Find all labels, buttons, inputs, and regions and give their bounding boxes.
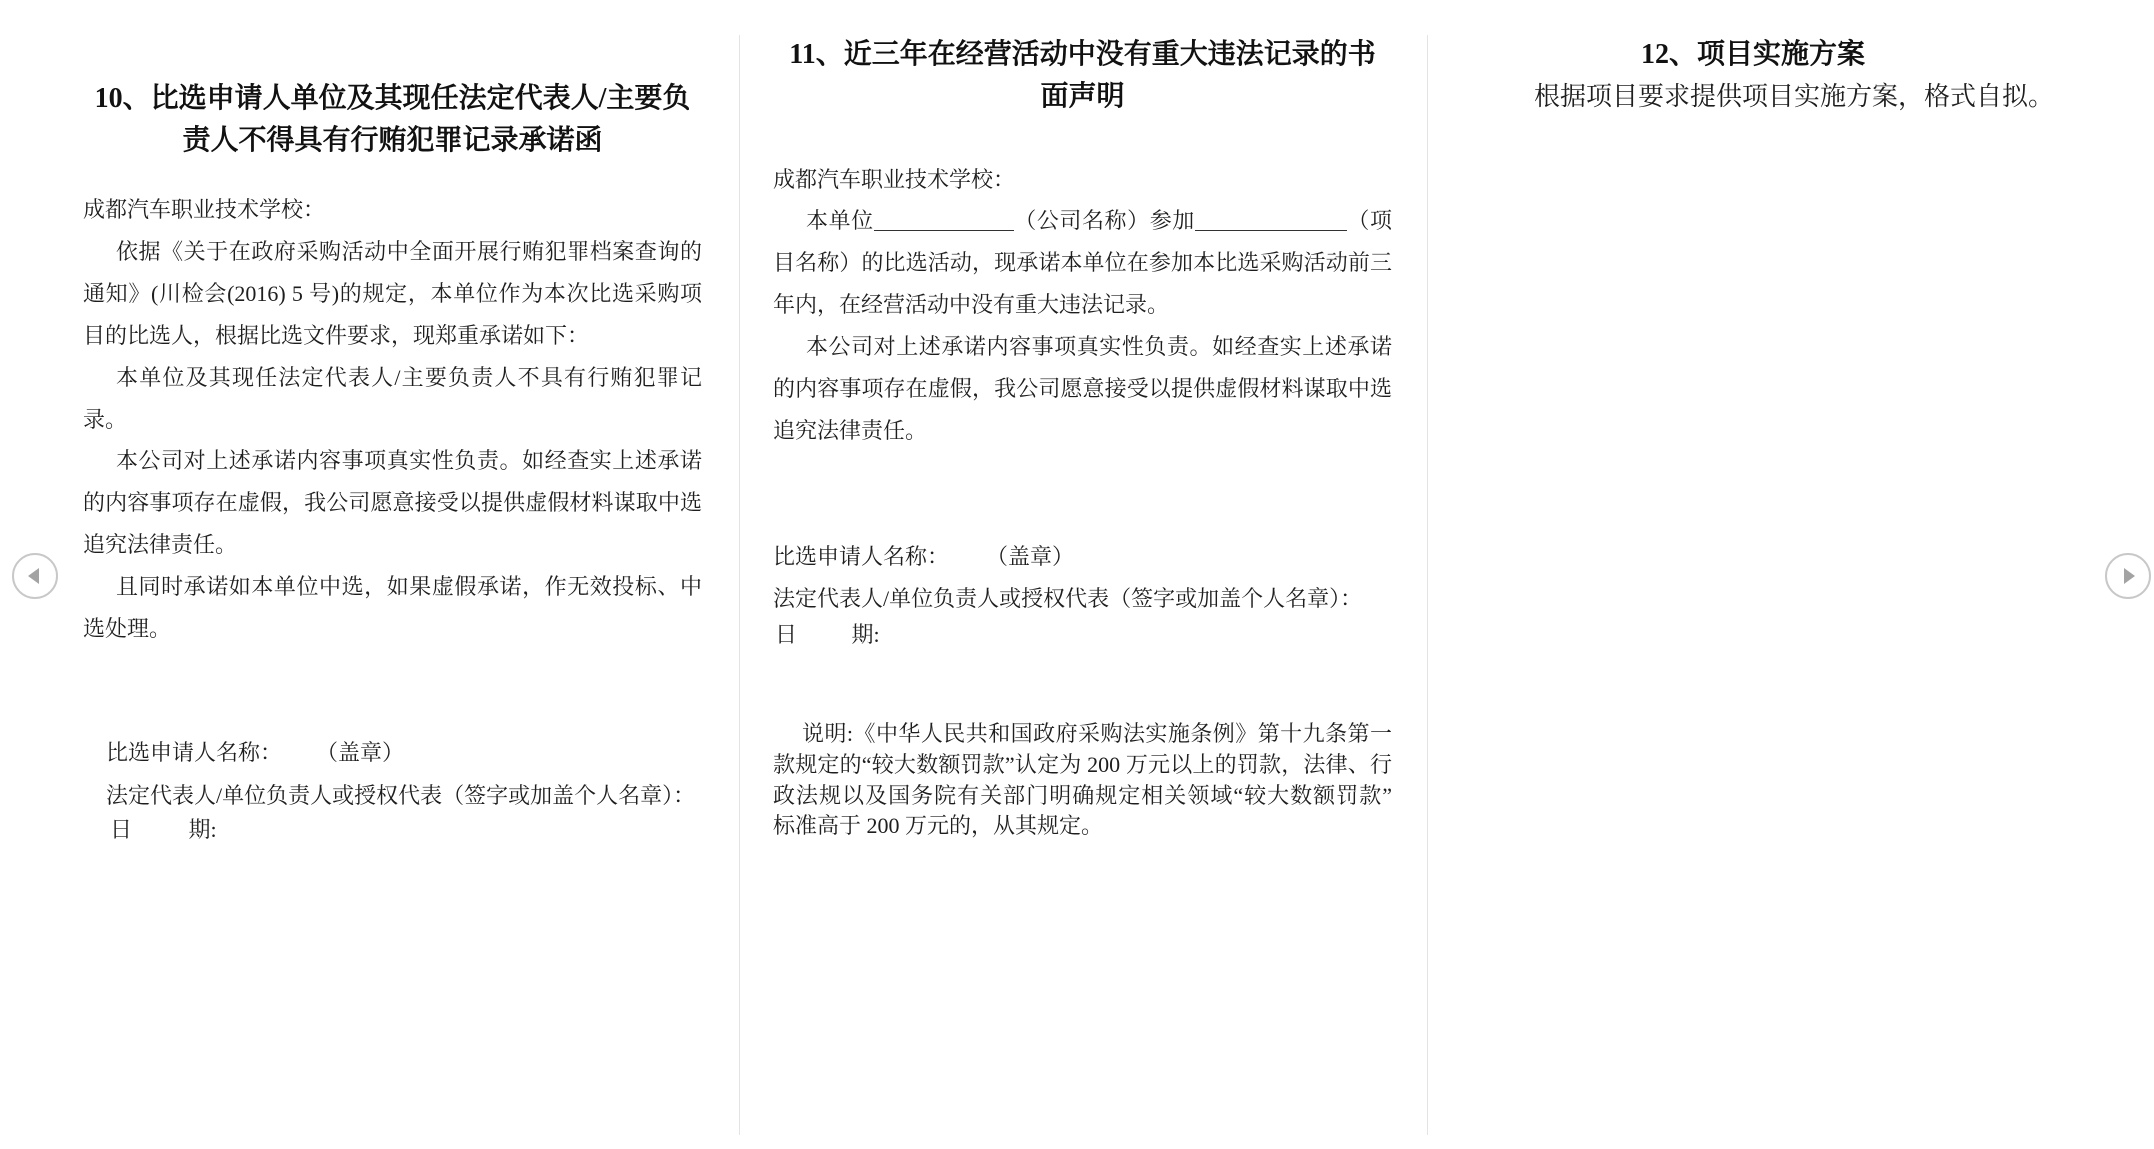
text-segment: 本单位 [806,208,874,234]
paragraph-line: 通知》(川检会(2016) 5 号)的规定，本单位作为本次比选采购项 [83,280,702,306]
representative-label: 法定代表人/单位负责人或授权代表（签字或加盖个人名章）： [773,586,1363,611]
next-page-button[interactable] [2105,553,2151,599]
date-label: 日 期: [110,817,217,842]
applicant-name-row [106,732,404,774]
page-column-no-violation-statement [773,0,1392,1149]
paragraph-line: 的内容事项存在虚假，我公司愿意接受以提供虚假材料谋取中选 [773,376,1392,402]
seal-label: （盖章） [327,740,405,765]
date-label: 日 期: [775,622,880,647]
note-line: 说明:《中华人民共和国政府采购法实施条例》第十九条第一 [802,721,1392,746]
applicant-label: 比选申请人名称： [106,740,283,765]
previous-page-button[interactable] [12,553,58,599]
section-title [1444,34,2062,76]
title-line: 11、近三年在经营活动中没有重大违法记录的书 [789,39,1376,70]
paragraph-line: 录。 [83,406,128,432]
paragraph-line: 本公司对上述承诺内容事项真实性负责。如经查实上述承诺 [116,448,702,474]
text-segment: （公司名称）参加 [1013,208,1195,234]
paragraph [83,357,702,441]
title-line: 12、项目实施方案 [1640,39,1865,70]
paragraph-line: 且同时承诺如本单位中选，如果虚假承诺，作无效投标、中 [116,574,702,600]
project-name-blank [1195,212,1347,231]
section-description: 根据项目要求提供项目实施方案，格式自拟。 [1534,82,2055,111]
applicant-label: 比选申请人名称： [773,544,950,569]
paragraph [773,200,1392,326]
applicant-name-row [773,536,1074,578]
column-divider [1427,35,1428,1135]
paragraph-line: 依据《关于在政府采购活动中全面开展行贿犯罪档案查询的 [116,238,702,264]
representative-label: 法定代表人/单位负责人或授权代表（签字或加盖个人名章）： [106,783,696,808]
note-line: 款规定的“较大数额罚款”认定为 200 万元以上的罚款，法律、行 [773,751,1392,777]
statement-body [773,159,1392,452]
paragraph [83,231,702,357]
title-line: 10、比选申请人单位及其现任法定代表人/主要负 [94,83,691,114]
triangle-right-icon [2124,568,2135,584]
paragraph-line: 选处理。 [83,616,172,642]
paragraph-line: 的内容事项存在虚假，我公司愿意接受以提供虚假材料谋取中选 [83,490,702,516]
letter-body [83,189,702,650]
salutation: 成都汽车职业技术学校： [83,197,326,222]
title-line: 责人不得具有行贿犯罪记录承诺函 [182,124,603,156]
paragraph [83,566,702,650]
note-line: 标准高于 200 万元的，从其规定。 [773,813,1104,839]
explanatory-note [773,719,1392,842]
page-column-implementation-plan [1444,0,2062,1149]
paragraph-line: 年内，在经营活动中没有重大违法记录。 [773,292,1170,318]
paragraph-line: 目的比选人，根据比选文件要求，现郑重承诺如下： [83,322,590,348]
triangle-left-icon [28,568,39,584]
paragraph-line [773,200,1392,242]
page-column-bribery-commitment [83,0,702,1149]
seal-label: （盖章） [997,544,1075,569]
column-divider [739,35,740,1135]
paragraph [773,326,1392,452]
company-name-blank [874,212,1014,231]
title-line: 面声明 [1040,80,1125,112]
paragraph [83,440,702,566]
note-line: 政法规以及国务院有关部门明确规定相关领域“较大数额罚款” [773,782,1392,808]
section-title [83,78,702,161]
section-title [773,34,1392,117]
text-segment: （项 [1346,208,1392,234]
paragraph-line: 本公司对上述承诺内容事项真实性负责。如经查实上述承诺 [806,334,1392,360]
paragraph-line: 本单位及其现任法定代表人/主要负责人不具有行贿犯罪记 [116,364,702,390]
paragraph-line: 目名称）的比选活动，现承诺本单位在参加本比选采购活动前三 [773,250,1392,276]
paragraph-line: 追究法律责任。 [773,417,928,443]
paragraph-line: 追究法律责任。 [83,532,238,558]
salutation: 成都汽车职业技术学校： [773,166,1016,192]
